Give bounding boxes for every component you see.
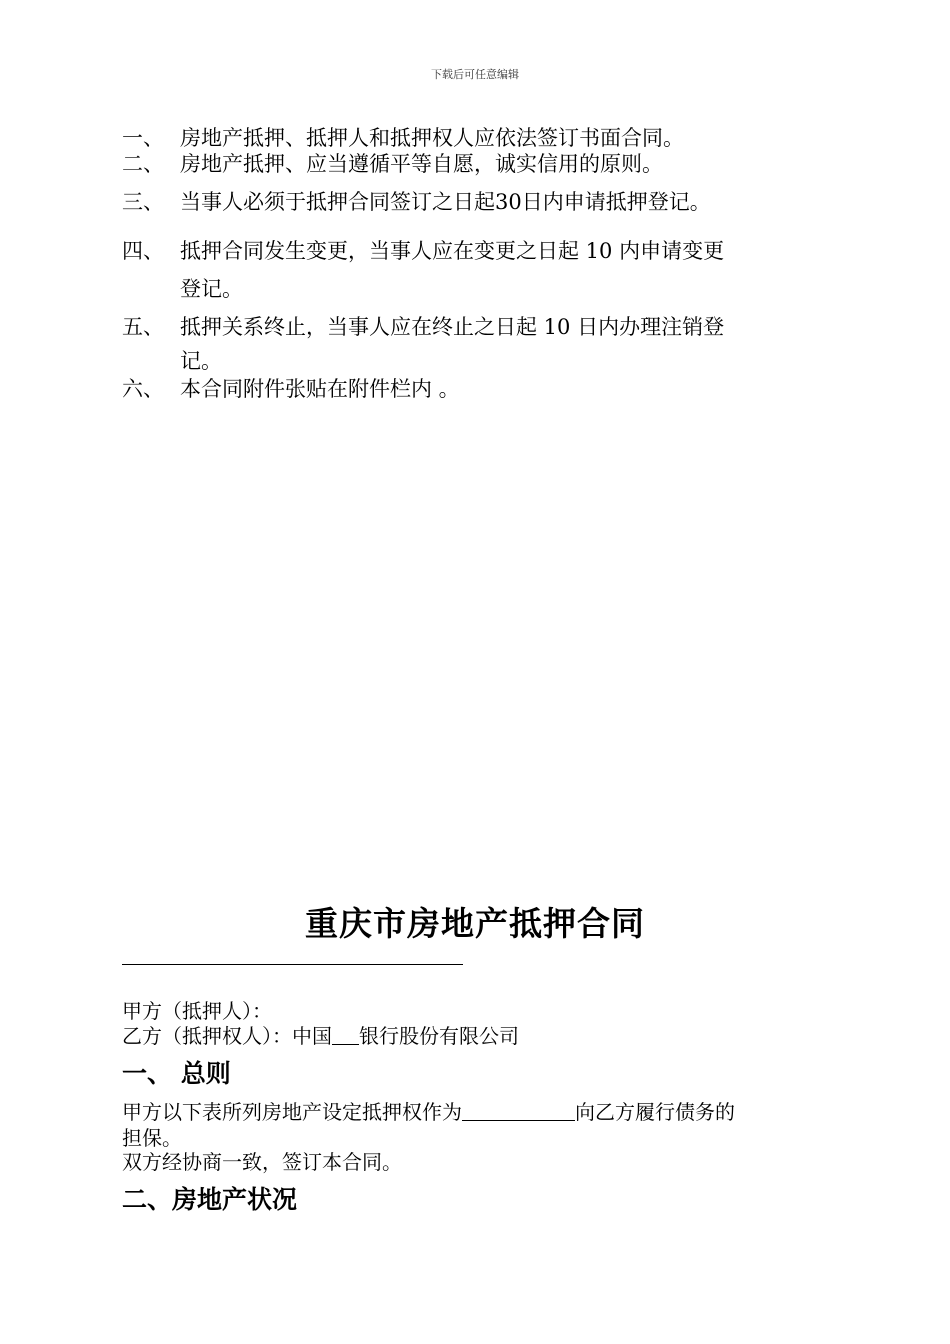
list-item-continuation: 登记。 bbox=[180, 277, 243, 301]
section1-line1-prefix: 甲方以下表所列房地产设定抵押权作为 bbox=[122, 1100, 462, 1124]
bank-name-blank bbox=[332, 1026, 359, 1045]
party-b-suffix: 银行股份有限公司 bbox=[359, 1024, 519, 1048]
list-number: 三、 bbox=[122, 190, 164, 214]
section1-line bbox=[122, 1096, 735, 1125]
debt-blank bbox=[462, 1102, 575, 1121]
list-item bbox=[122, 148, 663, 178]
list-text: 房地产抵押、应当遵循平等自愿，诚实信用的原则。 bbox=[180, 152, 663, 176]
party-b-line bbox=[122, 1020, 519, 1049]
party-b-prefix: 乙方（抵押权人）：中国 bbox=[122, 1024, 332, 1048]
section1-line: 担保。 bbox=[122, 1126, 182, 1150]
title-rule bbox=[122, 964, 463, 965]
party-a-line: 甲方（抵押人）： bbox=[122, 999, 272, 1023]
list-number: 六、 bbox=[122, 377, 164, 401]
section1-line1-suffix: 向乙方履行债务的 bbox=[575, 1100, 735, 1124]
list-text: 抵押合同发生变更，当事人应在变更之日起 10 内申请变更 bbox=[180, 239, 725, 263]
list-number: 二、 bbox=[122, 152, 164, 176]
list-text: 抵押关系终止，当事人应在终止之日起 10 日内办理注销登 bbox=[180, 315, 725, 339]
section-heading: 二、房地产状况 bbox=[122, 1185, 298, 1214]
list-text: 当事人必须于抵押合同签订之日起30日内申请抵押登记。 bbox=[180, 190, 711, 214]
list-text: 本合同附件张贴在附件栏内 。 bbox=[180, 377, 460, 401]
list-item bbox=[122, 235, 724, 265]
section-heading: 一、 总则 bbox=[122, 1059, 231, 1088]
header-note: 下载后可任意编辑 bbox=[431, 68, 519, 81]
list-text: 房地产抵押、抵押人和抵押权人应依法签订书面合同。 bbox=[180, 126, 684, 150]
list-item bbox=[122, 311, 724, 341]
list-number: 一、 bbox=[122, 126, 164, 150]
list-number: 四、 bbox=[122, 239, 164, 263]
list-item bbox=[122, 186, 711, 216]
section1-line: 双方经协商一致，签订本合同。 bbox=[122, 1150, 402, 1174]
list-item bbox=[122, 373, 460, 403]
contract-title: 重庆市房地产抵押合同 bbox=[305, 904, 645, 943]
list-item-continuation: 记。 bbox=[180, 349, 222, 373]
list-number: 五、 bbox=[122, 315, 164, 339]
